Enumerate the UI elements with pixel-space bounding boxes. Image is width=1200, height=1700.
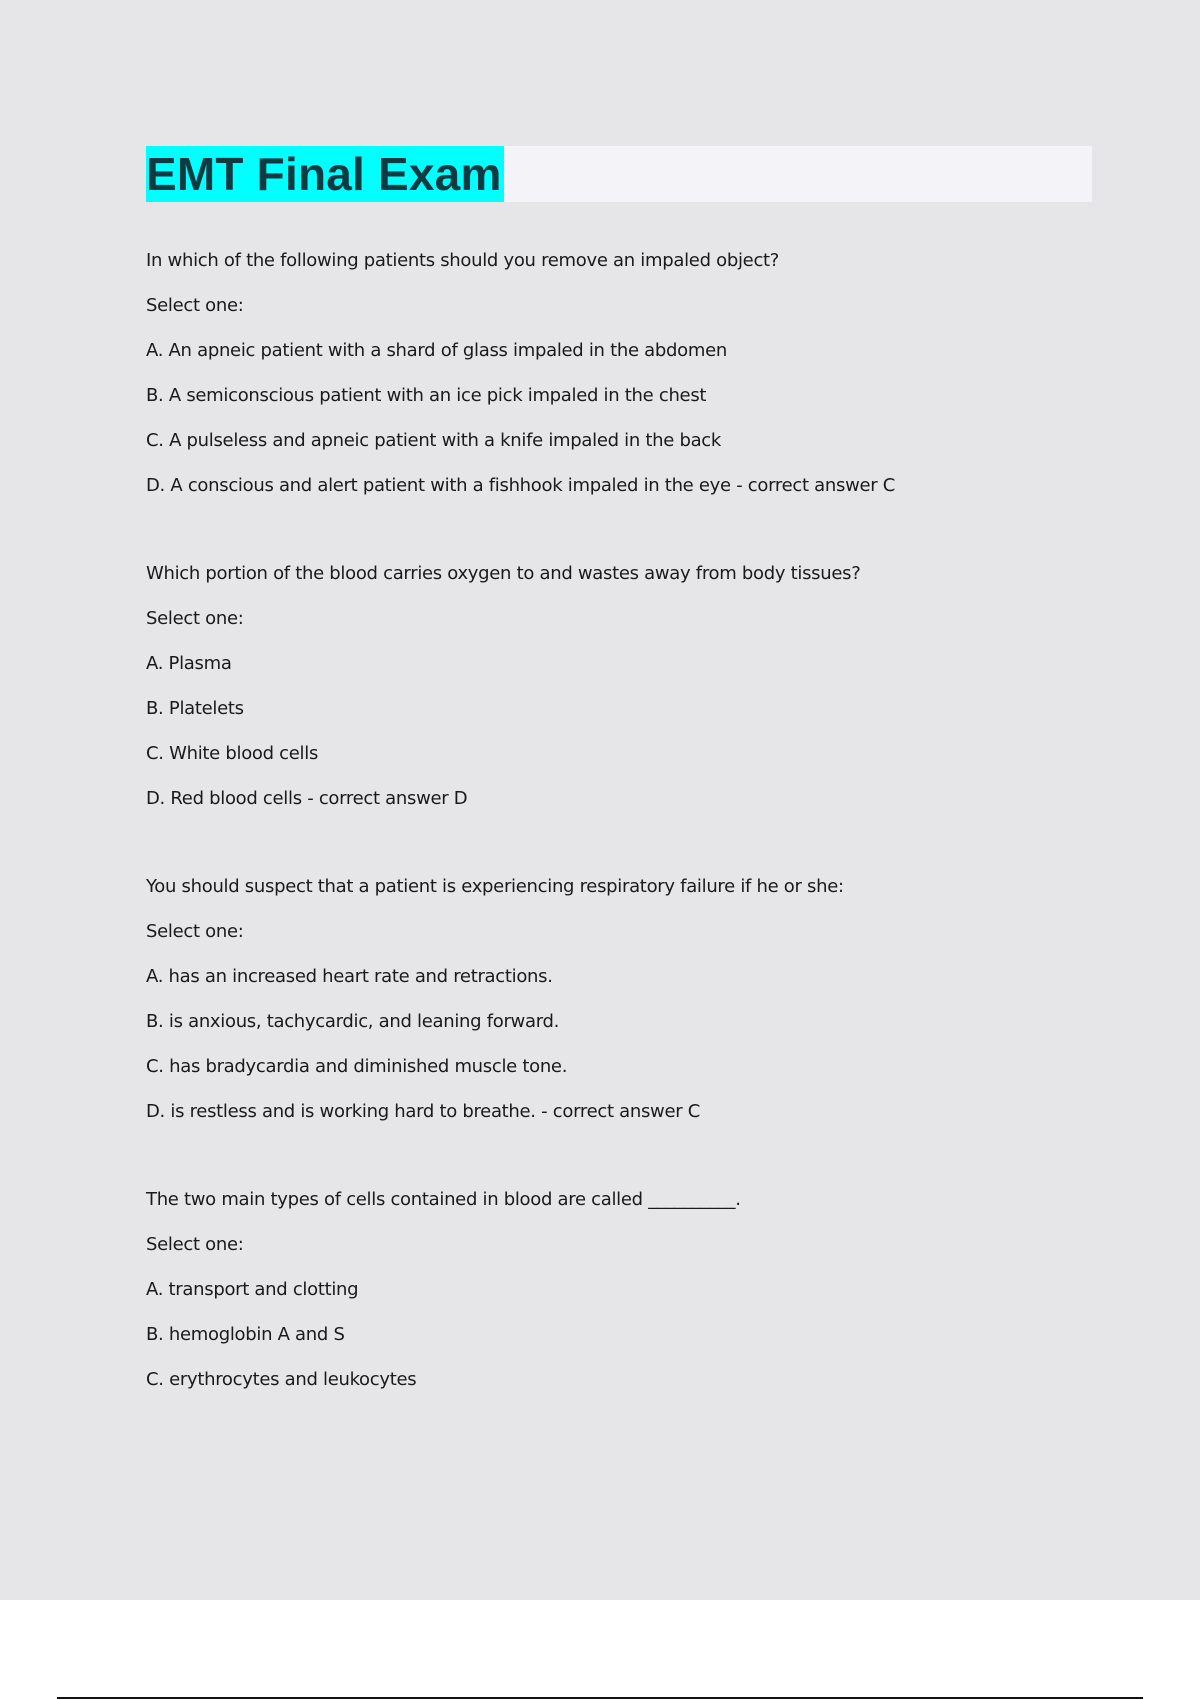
answer-option: B. is anxious, tachycardic, and leaning forward. [146,1011,560,1032]
question-prompt: Which portion of the blood carries oxygen to and wastes away from body tissues? [146,563,861,584]
answer-option: C. White blood cells [146,743,319,764]
question-spacer [146,823,1106,866]
answer-option: A. transport and clotting [146,1279,359,1300]
answer-option: A. An apneic patient with a shard of glass impaled in the abdomen [146,340,727,361]
answer-option: A. Plasma [146,653,232,674]
select-one-label: Select one: [146,295,244,316]
question-prompt: The two main types of cells contained in blood are called __________. [146,1189,741,1210]
question-spacer [146,1136,1106,1179]
question-spacer [146,510,1106,553]
answer-option: D. Red blood cells - correct answer D [146,788,468,809]
question-block [146,553,1106,823]
question-prompt: In which of the following patients should you remove an impaled object? [146,250,780,271]
answer-option: A. has an increased heart rate and retractions. [146,966,553,987]
question-list [146,240,1106,1404]
answer-option: C. erythrocytes and leukocytes [146,1369,417,1390]
page-title: EMT Final Exam [146,148,502,200]
answer-option: D. is restless and is working hard to breathe. - correct answer C [146,1101,701,1122]
answer-option: B. hemoglobin A and S [146,1324,345,1345]
question-prompt: You should suspect that a patient is experiencing respiratory failure if he or she: [146,876,844,897]
answer-option: B. Platelets [146,698,244,719]
question-block [146,240,1106,510]
select-one-label: Select one: [146,921,244,942]
answer-option: C. has bradycardia and diminished muscle tone. [146,1056,568,1077]
question-block [146,1179,1106,1404]
answer-option: C. A pulseless and apneic patient with a knife impaled in the back [146,430,722,451]
select-one-label: Select one: [146,1234,244,1255]
answer-option: B. A semiconscious patient with an ice pick impaled in the chest [146,385,707,406]
select-one-label: Select one: [146,608,244,629]
question-block [146,866,1106,1136]
answer-option: D. A conscious and alert patient with a fishhook impaled in the eye - correct answer C [146,475,896,496]
footer-divider [57,1697,1143,1699]
